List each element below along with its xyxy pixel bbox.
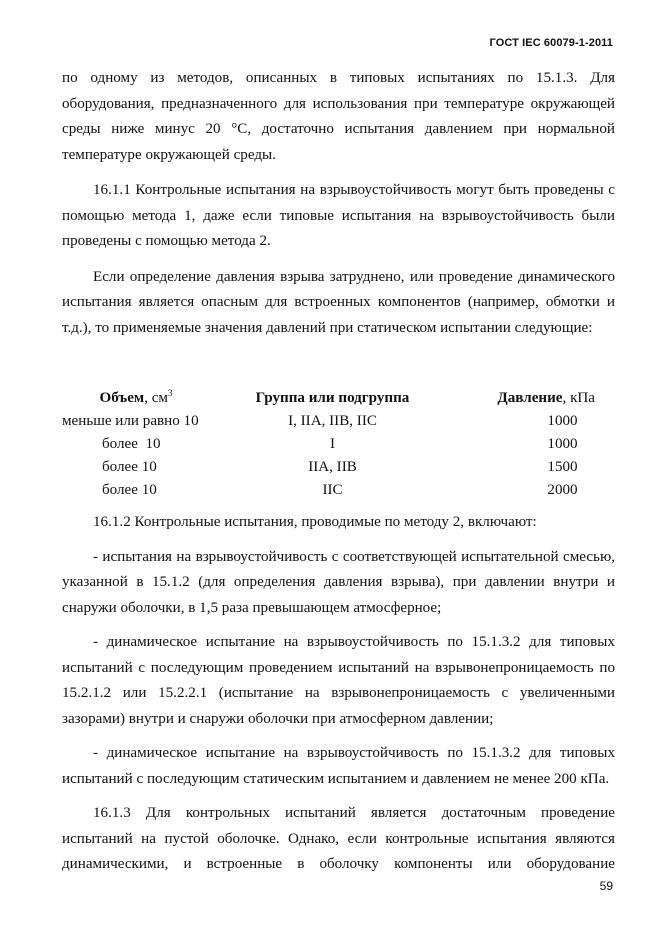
- column-header-group: Группа или подгруппа: [255, 390, 410, 406]
- body-text-top: [62, 66, 615, 351]
- list-item: - динамическое испытание на взрывоустойчивость по 15.1.3.2 для типовых испытаний с последующим статическим испытанием и давлением не менее 200 кПа.: [62, 745, 615, 787]
- cell-group: I, IIA, IIB, IIC: [288, 413, 377, 429]
- cell-volume: более 10: [102, 436, 161, 452]
- paragraph-16-1-2: 16.1.2 Контрольные испытания, проводимые по методу 2, включают:: [93, 514, 537, 530]
- cell-pressure: 1000: [547, 413, 578, 429]
- cell-volume: меньше или равно 10: [62, 413, 199, 429]
- table-row: [62, 456, 615, 479]
- paragraph-16-1-1: 16.1.1 Контрольные испытания на взрывоустойчивость могут быть проведены с помощью метода 1, даже если типовые испытания на взрывоустойчивость были проведены с помощью метода 2.: [62, 182, 615, 249]
- cell-group: I: [329, 436, 336, 452]
- cell-pressure: 2000: [547, 482, 578, 498]
- paragraph-static-test-intro: Если определение давления взрыва затруднено, или проведение динамического испытания является опасным для встроенных компонентов (например, обмотки и т.д.), то применяемые значения давлений при статическом испытании следующие:: [62, 268, 615, 336]
- body-text-bottom: [62, 510, 615, 887]
- column-header-pressure: Давление, кПа: [497, 390, 595, 406]
- column-header-volume: Объем, $см^3$: [99, 388, 173, 406]
- paragraph-continuation: по одному из методов, описанных в типовых испытаниях по 15.1.3. Для оборудования, предназначенного для использования при температуре окружающей среды ниже минус 20 °С, достаточно испытания давлением при нормальной температуре окружающей среды.: [62, 70, 615, 163]
- table-row: [62, 479, 615, 502]
- cell-pressure: 1000: [547, 436, 578, 452]
- table-row: [62, 410, 615, 433]
- page-number: 59: [599, 879, 613, 893]
- cell-pressure: 1500: [547, 459, 578, 475]
- table-header-row: [62, 387, 615, 410]
- list-item: - динамическое испытание на взрывоустойчивость по 15.1.3.2 для типовых испытаний с последующим проведением испытаний на взрывонепроницаемость по 15.2.1.2 или 15.2.2.1 (испытание на взрывонепроницаемость с увеличенными зазорами) внутри и снаружи оболочки при атмосферном давлении;: [62, 634, 615, 727]
- list-item: - испытания на взрывоустойчивость с соответствующей испытательной смесью, указанной в 15.1.2 (для определения давления взрыва), при давлении внутри и снаружи оболочки, в 1,5 раза превышающем атмосферное;: [62, 548, 615, 616]
- cell-volume: более 10: [102, 482, 157, 498]
- cell-group: IIA, IIB: [308, 459, 357, 475]
- cell-group: IIC: [322, 482, 343, 498]
- table-row: [62, 433, 615, 456]
- paragraph-16-1-3: 16.1.3 Для контрольных испытаний является достаточным проведение испытаний на пустой оболочке. Однако, если контрольные испытания являются динамическими, и встроенные в оболочку компоненты или оборудование: [62, 805, 615, 872]
- pressure-table: [62, 387, 615, 502]
- cell-volume: более 10: [102, 459, 157, 475]
- standard-header: ГОСТ IEC 60079-1-2011: [489, 37, 613, 49]
